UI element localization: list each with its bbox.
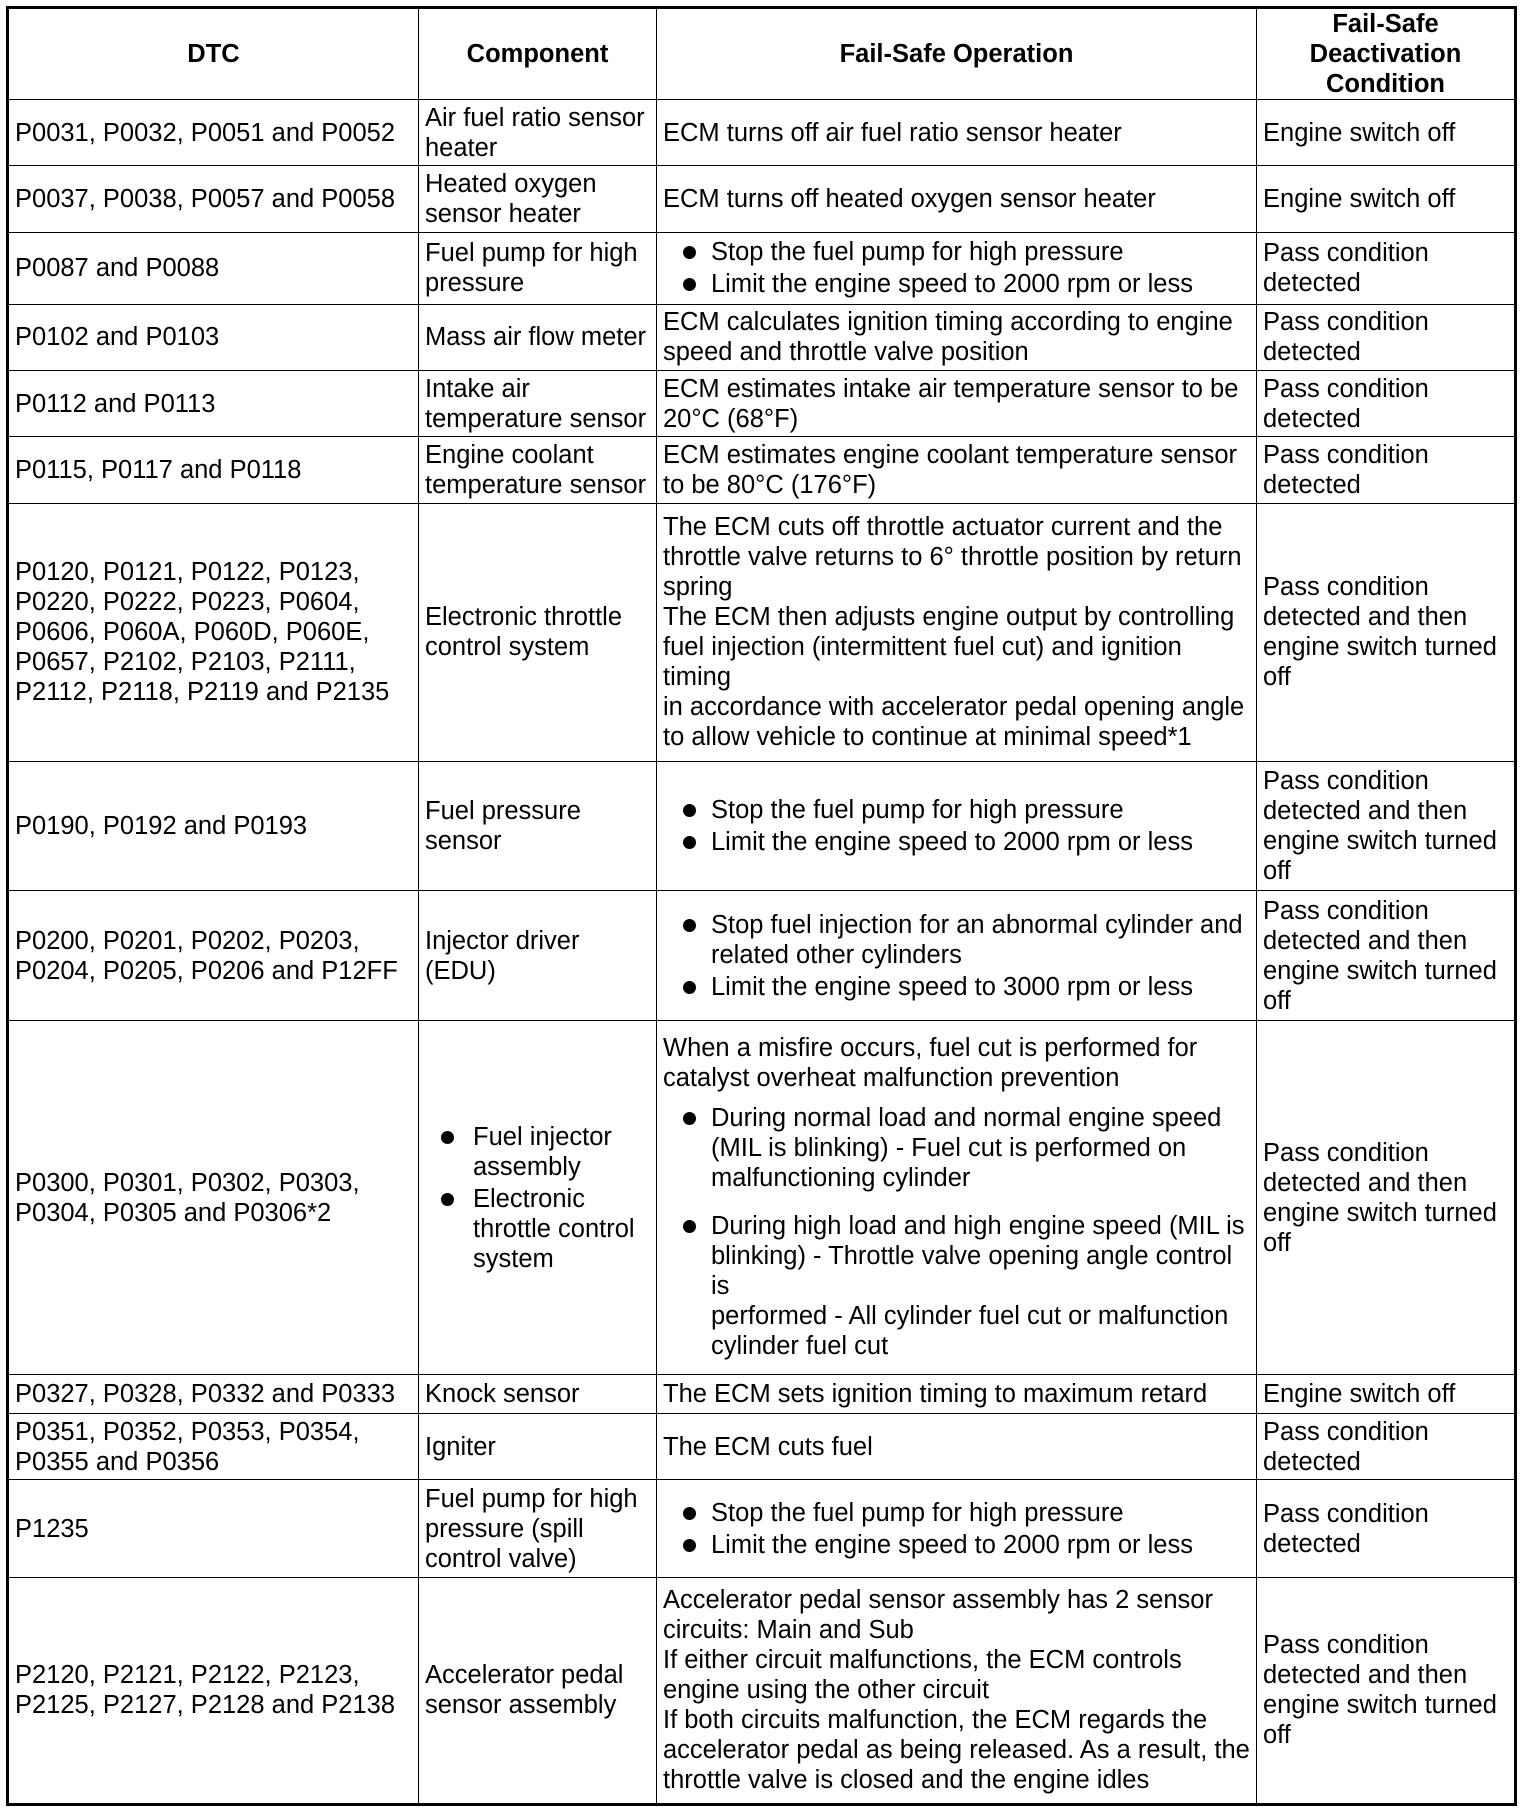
table-row	[8, 1020, 1516, 1374]
operation-cell	[657, 1413, 1257, 1479]
operation-cell	[657, 1375, 1257, 1414]
operation-text: If both circuits malfunction, the ECM regards the	[663, 1706, 1208, 1735]
table-row	[8, 370, 1516, 436]
deactivation-cell	[1257, 503, 1516, 761]
table-row	[8, 232, 1516, 304]
dtc-text: P0606, P060A, P060D, P060E,	[15, 618, 370, 647]
bullet-item	[663, 827, 1250, 857]
deactivation-text: detected	[1263, 1447, 1361, 1476]
deactivation-cell	[1257, 891, 1516, 1021]
deactivation-cell	[1257, 1480, 1516, 1577]
deactivation-text: off	[1263, 1721, 1291, 1750]
dtc-text: P0115, P0117 and P0118	[15, 456, 302, 484]
table-row	[8, 437, 1516, 503]
dtc-cell	[8, 761, 419, 891]
dtc-cell	[8, 1020, 419, 1374]
component-text: control system	[425, 633, 590, 662]
table-row	[8, 166, 1516, 232]
operation-cell	[657, 503, 1257, 761]
deactivation-cell	[1257, 100, 1516, 166]
component-cell	[419, 1413, 657, 1479]
spacer	[663, 1093, 1250, 1101]
component-cell	[419, 1577, 657, 1804]
operation-text: ECM turns off air fuel ratio sensor heater	[663, 118, 1122, 147]
dtc-text: P0087 and P0088	[15, 254, 220, 283]
dtc-text: P0112 and P0113	[15, 389, 216, 418]
deactivation-text: Pass condition	[1263, 374, 1429, 403]
component-cell	[419, 166, 657, 232]
header-deactivation	[1257, 8, 1516, 100]
component-cell	[419, 370, 657, 436]
operation-cell	[657, 232, 1257, 304]
table-row	[8, 100, 1516, 166]
header-operation: Fail-Safe Operation	[657, 8, 1257, 100]
deactivation-text: Pass condition	[1263, 239, 1429, 268]
table-row	[8, 304, 1516, 370]
operation-text: 20°C (68°F)	[663, 404, 799, 433]
deactivation-text: detected and then	[1263, 797, 1468, 826]
operation-text: circuits: Main and Sub	[663, 1616, 914, 1645]
deactivation-text: Pass condition	[1263, 308, 1429, 337]
operation-text: throttle valve returns to 6° throttle position by return	[663, 543, 1242, 572]
bullet-text: related other cylinders	[711, 940, 962, 969]
bullet-item	[425, 1184, 650, 1274]
dtc-text: P2112, P2118, P2119 and P2135	[15, 678, 390, 707]
operation-text: to allow vehicle to continue at minimal speed*1	[663, 723, 1192, 752]
component-text: temperature sensor	[425, 404, 647, 433]
deactivation-text: detected	[1263, 404, 1361, 433]
dtc-cell	[8, 232, 419, 304]
bullet-text: throttle control	[473, 1214, 635, 1243]
component-cell	[419, 503, 657, 761]
dtc-cell	[8, 891, 419, 1021]
deactivation-cell	[1257, 1577, 1516, 1804]
bullet-item	[663, 1103, 1250, 1193]
dtc-cell	[8, 503, 419, 761]
deactivation-text: Pass condition	[1263, 1138, 1429, 1167]
dtc-cell	[8, 166, 419, 232]
bullet-item	[663, 237, 1250, 267]
operation-text: ECM calculates ignition timing according to engine	[663, 308, 1233, 337]
deactivation-text: engine switch turned	[1263, 956, 1497, 985]
deactivation-cell	[1257, 304, 1516, 370]
table-row	[8, 1480, 1516, 1577]
bullet-text: Stop fuel injection for an abnormal cylinder and	[711, 910, 1243, 939]
component-text: Knock sensor	[425, 1380, 580, 1409]
deactivation-text: engine switch turned	[1263, 633, 1497, 662]
deactivation-text: Pass condition	[1263, 896, 1429, 925]
component-text: (EDU)	[425, 956, 496, 985]
dtc-cell	[8, 304, 419, 370]
bullet-text: cylinder fuel cut	[711, 1331, 889, 1360]
operation-cell	[657, 1020, 1257, 1374]
component-cell	[419, 100, 657, 166]
deactivation-text: detected and then	[1263, 1661, 1468, 1690]
component-text: temperature sensor	[425, 471, 647, 499]
operation-text: ECM turns off heated oxygen sensor heater	[663, 185, 1156, 214]
bullet-list	[663, 1103, 1250, 1361]
component-cell	[419, 437, 657, 503]
bullet-list	[663, 910, 1250, 1002]
header-deactivation-line: Fail-Safe	[1332, 10, 1439, 38]
component-cell	[419, 1020, 657, 1374]
deactivation-cell	[1257, 370, 1516, 436]
component-text: Fuel pump for high	[425, 1484, 638, 1513]
operation-cell	[657, 761, 1257, 891]
deactivation-cell	[1257, 437, 1516, 503]
operation-text: engine using the other circuit	[663, 1676, 990, 1705]
header-dtc: DTC	[8, 8, 419, 100]
deactivation-text: Pass condition	[1263, 573, 1429, 602]
operation-cell	[657, 891, 1257, 1021]
deactivation-text: Pass condition	[1263, 441, 1429, 469]
operation-text: to be 80°C (176°F)	[663, 471, 877, 499]
operation-text: The ECM cuts off throttle actuator current and the	[663, 513, 1223, 542]
bullet-text: Limit the engine speed to 3000 rpm or less	[711, 972, 1193, 1001]
deactivation-cell	[1257, 166, 1516, 232]
operation-text: throttle valve is closed and the engine idles	[663, 1766, 1150, 1795]
deactivation-text: off	[1263, 986, 1291, 1015]
operation-text: speed and throttle valve position	[663, 338, 1029, 367]
component-text: Electronic throttle	[425, 603, 623, 632]
dtc-text: P2125, P2127, P2128 and P2138	[15, 1691, 395, 1720]
dtc-text: P0190, P0192 and P0193	[15, 812, 308, 841]
bullet-text: Stop the fuel pump for high pressure	[711, 796, 1124, 825]
dtc-text: P0304, P0305 and P0306*2	[15, 1198, 332, 1227]
deactivation-cell	[1257, 1020, 1516, 1374]
table-row	[8, 1413, 1516, 1479]
bullet-text: Limit the engine speed to 2000 rpm or less	[711, 1530, 1193, 1559]
component-text: heater	[425, 133, 498, 162]
dtc-cell	[8, 1577, 419, 1804]
bullet-text: performed - All cylinder fuel cut or malfunction	[711, 1301, 1229, 1330]
dtc-text: P0657, P2102, P2103, P2111,	[15, 648, 356, 677]
dtc-text: P0351, P0352, P0353, P0354,	[15, 1417, 360, 1446]
bullet-text: Limit the engine speed to 2000 rpm or less	[711, 828, 1193, 857]
deactivation-text: Pass condition	[1263, 1631, 1429, 1660]
table-row	[8, 1375, 1516, 1414]
bullet-item	[663, 972, 1250, 1002]
dtc-text: P0204, P0205, P0206 and P12FF	[15, 956, 398, 985]
fail-safe-table	[6, 6, 1517, 1806]
deactivation-text: detected and then	[1263, 926, 1468, 955]
operation-cell	[657, 1480, 1257, 1577]
deactivation-text: Engine switch off	[1263, 118, 1456, 147]
bullet-text: malfunctioning cylinder	[711, 1163, 971, 1192]
dtc-cell	[8, 1480, 419, 1577]
operation-cell	[657, 100, 1257, 166]
component-text: Fuel pressure	[425, 797, 581, 826]
operation-text: The ECM sets ignition timing to maximum retard	[663, 1380, 1208, 1409]
deactivation-text: engine switch turned	[1263, 1691, 1497, 1720]
dtc-text: P0200, P0201, P0202, P0203,	[15, 926, 360, 955]
deactivation-cell	[1257, 761, 1516, 891]
header-row	[8, 8, 1516, 100]
bullet-item	[663, 1530, 1250, 1560]
deactivation-text: off	[1263, 857, 1291, 886]
component-text: Intake air	[425, 374, 530, 403]
dtc-text: P1235	[15, 1514, 89, 1543]
bullet-item	[663, 795, 1250, 825]
bullet-text: During high load and high engine speed (MIL is	[711, 1211, 1245, 1240]
component-text: Heated oxygen	[425, 170, 597, 199]
header-deactivation-line: Condition	[1326, 70, 1445, 98]
bullet-item	[425, 1122, 650, 1182]
dtc-text: P0037, P0038, P0057 and P0058	[15, 185, 395, 214]
component-text: Engine coolant	[425, 441, 594, 469]
operation-text: fuel injection (intermittent fuel cut) and ignition timing	[663, 633, 1182, 692]
component-cell	[419, 304, 657, 370]
dtc-cell	[8, 370, 419, 436]
deactivation-cell	[1257, 1413, 1516, 1479]
component-cell	[419, 232, 657, 304]
dtc-cell	[8, 1413, 419, 1479]
deactivation-text: off	[1263, 663, 1291, 692]
bullet-list	[663, 237, 1250, 299]
component-cell	[419, 1375, 657, 1414]
operation-text: spring	[663, 573, 733, 602]
component-text: sensor	[425, 827, 502, 856]
component-cell	[419, 761, 657, 891]
operation-text: Accelerator pedal sensor assembly has 2 sensor	[663, 1586, 1213, 1615]
deactivation-text: detected and then	[1263, 1168, 1468, 1197]
component-text: Mass air flow meter	[425, 323, 647, 352]
dtc-cell	[8, 437, 419, 503]
dtc-cell	[8, 1375, 419, 1414]
operation-text: When a misfire occurs, fuel cut is performed for	[663, 1033, 1198, 1062]
dtc-text: P0300, P0301, P0302, P0303,	[15, 1168, 360, 1197]
deactivation-text: engine switch turned	[1263, 1198, 1497, 1227]
deactivation-text: off	[1263, 1228, 1291, 1257]
component-text: Accelerator pedal	[425, 1661, 624, 1690]
operation-text: catalyst overheat malfunction prevention	[663, 1063, 1120, 1092]
bullet-text: system	[473, 1244, 554, 1273]
bullet-item	[663, 910, 1250, 970]
operation-cell	[657, 304, 1257, 370]
deactivation-text: Pass condition	[1263, 1499, 1429, 1528]
bullet-text: Stop the fuel pump for high pressure	[711, 1498, 1124, 1527]
component-cell	[419, 891, 657, 1021]
bullet-text: assembly	[473, 1152, 581, 1181]
dtc-text: P0220, P0222, P0223, P0604,	[15, 588, 360, 617]
operation-cell	[657, 166, 1257, 232]
component-cell	[419, 1480, 657, 1577]
deactivation-text: engine switch turned	[1263, 827, 1497, 856]
bullet-list	[663, 1498, 1250, 1560]
header-deactivation-line: Deactivation	[1309, 40, 1462, 68]
component-text: pressure	[425, 269, 525, 298]
table-row	[8, 503, 1516, 761]
table-row	[8, 761, 1516, 891]
component-text: sensor heater	[425, 200, 581, 229]
dtc-text: P0355 and P0356	[15, 1447, 220, 1476]
bullet-item	[663, 269, 1250, 299]
bullet-text: Fuel injector	[473, 1122, 612, 1151]
operation-cell	[657, 370, 1257, 436]
bullet-text: (MIL is blinking) - Fuel cut is performed on	[711, 1133, 1187, 1162]
bullet-text: Electronic	[473, 1184, 585, 1213]
deactivation-text: Pass condition	[1263, 1417, 1429, 1446]
operation-cell	[657, 1577, 1257, 1804]
table-row	[8, 1577, 1516, 1804]
header-component: Component	[419, 8, 657, 100]
operation-text: ECM estimates intake air temperature sensor to be	[663, 374, 1239, 403]
operation-text: The ECM then adjusts engine output by controlling	[663, 603, 1235, 632]
component-text: Igniter	[425, 1432, 496, 1461]
operation-text: accelerator pedal as being released. As a result, the	[663, 1736, 1250, 1765]
component-text: pressure (spill	[425, 1514, 584, 1543]
dtc-text: P0120, P0121, P0122, P0123,	[15, 558, 360, 587]
deactivation-text: detected	[1263, 471, 1361, 499]
operation-cell	[657, 437, 1257, 503]
component-text: Air fuel ratio sensor	[425, 103, 645, 132]
operation-text: ECM estimates engine coolant temperature sensor	[663, 441, 1238, 469]
dtc-cell	[8, 100, 419, 166]
deactivation-text: detected	[1263, 1529, 1361, 1558]
deactivation-text: Engine switch off	[1263, 1380, 1456, 1409]
bullet-text: Limit the engine speed to 2000 rpm or less	[711, 270, 1193, 299]
deactivation-text: detected	[1263, 269, 1361, 298]
dtc-text: P0102 and P0103	[15, 323, 220, 352]
dtc-text: P0327, P0328, P0332 and P0333	[15, 1380, 395, 1409]
bullet-text: Stop the fuel pump for high pressure	[711, 238, 1124, 267]
bullet-list	[425, 1122, 650, 1274]
operation-text: The ECM cuts fuel	[663, 1432, 873, 1461]
deactivation-text: detected and then	[1263, 603, 1468, 632]
bullet-item	[663, 1498, 1250, 1528]
deactivation-text: Pass condition	[1263, 767, 1429, 796]
bullet-text: blinking) - Throttle valve opening angle control is	[711, 1241, 1233, 1300]
component-text: Fuel pump for high	[425, 239, 638, 268]
dtc-text: P2120, P2121, P2122, P2123,	[15, 1661, 360, 1690]
bullet-text: During normal load and normal engine speed	[711, 1103, 1222, 1132]
deactivation-cell	[1257, 232, 1516, 304]
component-text: control valve)	[425, 1544, 577, 1573]
component-text: Injector driver	[425, 926, 580, 955]
operation-text: If either circuit malfunctions, the ECM controls	[663, 1646, 1182, 1675]
bullet-list	[663, 795, 1250, 857]
deactivation-text: Engine switch off	[1263, 185, 1456, 214]
component-text: sensor assembly	[425, 1691, 617, 1720]
dtc-text: P0031, P0032, P0051 and P0052	[15, 118, 395, 147]
deactivation-text: detected	[1263, 338, 1361, 367]
table-row	[8, 891, 1516, 1021]
operation-text: in accordance with accelerator pedal opening angle	[663, 693, 1245, 722]
bullet-item	[663, 1211, 1250, 1361]
deactivation-cell	[1257, 1375, 1516, 1414]
